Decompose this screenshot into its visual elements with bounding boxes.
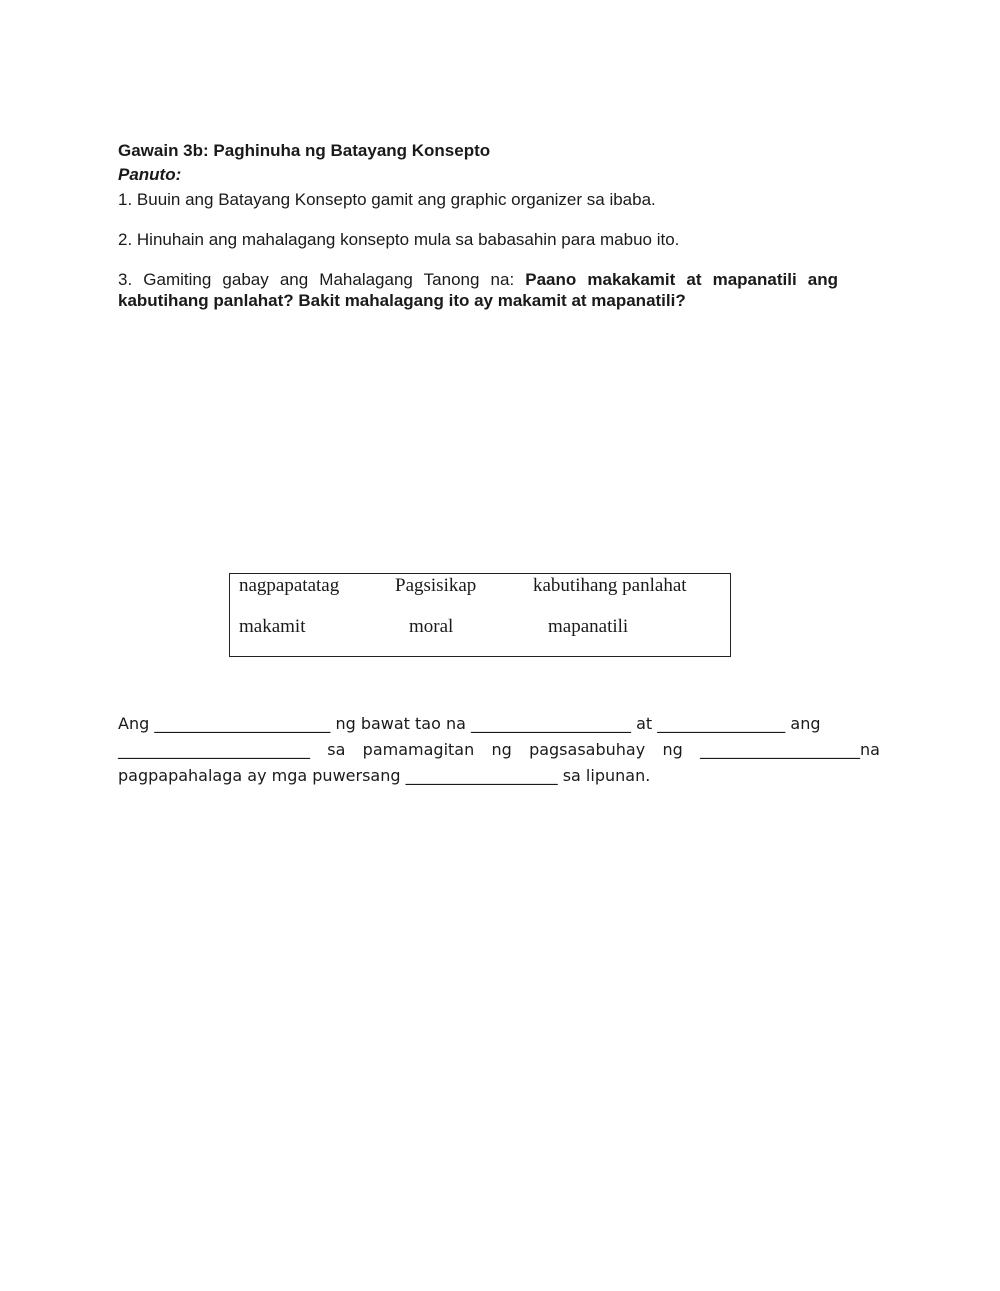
answer-blank-4[interactable]: ________________________ <box>118 740 310 759</box>
word-bank-box <box>229 573 731 657</box>
sentence-text: pamamagitan <box>362 740 475 759</box>
sentence-text: na <box>860 740 880 759</box>
word-bank-item[interactable]: nagpapatatag <box>239 575 340 596</box>
sentence-text: Ang <box>118 714 150 733</box>
essential-question: Paano makakamit at mapanatili ang kabutihang panlahat? Bakit mahalagang ito ay makamit at mapanatili? <box>118 270 838 310</box>
activity-title: Gawain 3b: Paghinuha ng Batayang Konsepto <box>118 141 491 160</box>
sentence-text: pagpapahalaga ay mga puwersang <box>118 766 401 785</box>
instructions-heading: Panuto: <box>118 165 182 184</box>
answer-blank-3[interactable]: ________________ <box>657 714 786 733</box>
instruction-1: 1. Buuin ang Batayang Konsepto gamit ang graphic organizer sa ibaba. <box>118 190 656 209</box>
sentence-text: ng bawat tao na <box>335 714 466 733</box>
word-bank-item[interactable]: Pagsisikap <box>395 575 477 596</box>
answer-blank-5[interactable]: ____________________ <box>700 740 860 759</box>
answer-blank-6[interactable]: ___________________ <box>405 766 558 785</box>
fill-in-line-2 <box>118 740 880 760</box>
answer-blank-2[interactable]: ____________________ <box>471 714 632 733</box>
word-bank-item[interactable]: moral <box>409 616 454 637</box>
sentence-text: ng <box>491 740 512 759</box>
instruction-3-text: 3. Gamiting gabay ang Mahalagang Tanong na: <box>118 270 526 289</box>
sentence-text: pagsasabuhay <box>529 740 646 759</box>
sentence-text: at <box>636 714 653 733</box>
sentence-text: ng <box>662 740 683 759</box>
sentence-text: sa lipunan. <box>562 766 651 785</box>
sentence-text: ang <box>790 714 821 733</box>
fill-in-line-3 <box>118 766 650 786</box>
sentence-text: sa <box>327 740 346 759</box>
word-bank-item[interactable]: kabutihang panlahat <box>533 575 687 596</box>
instruction-2: 2. Hinuhain ang mahalagang konsepto mula sa babasahin para mabuo ito. <box>118 230 680 249</box>
word-bank-item[interactable]: mapanatili <box>548 616 629 637</box>
answer-blank-5-group <box>700 740 880 760</box>
answer-blank-1[interactable]: ______________________ <box>154 714 331 733</box>
instruction-3 <box>118 269 838 311</box>
word-bank-item[interactable]: makamit <box>239 616 306 637</box>
fill-in-line-1 <box>118 714 821 734</box>
